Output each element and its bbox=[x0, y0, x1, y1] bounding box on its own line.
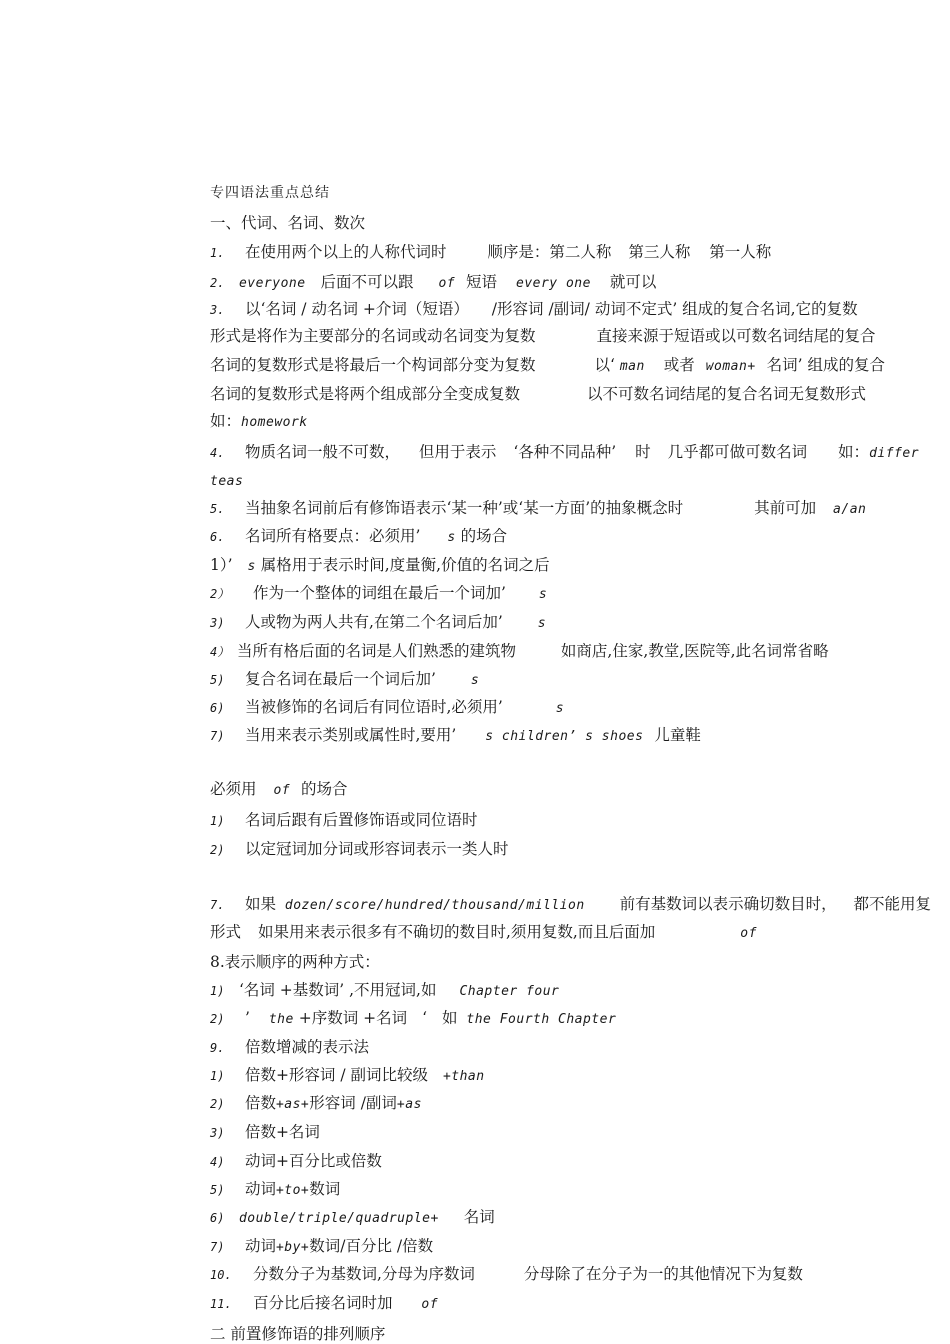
list-item: 5) 动词+to+数词 bbox=[210, 1180, 341, 1198]
list-item: 4. 物质名词一般不可数， 但用于表示 ‘各种不同品种’ 时 几乎都可做可数名词 如：differ bbox=[210, 443, 920, 461]
list-item: 6) double/triple/quadruple+ 名词 bbox=[210, 1208, 495, 1226]
list-item: 9. 倍数增减的表示法 bbox=[210, 1038, 369, 1056]
subheading: 必须用 of 的场合 bbox=[210, 780, 348, 798]
text-line: 名词的复数形式是将最后一个构词部分变为复数 以‘ man 或者 woman+ 名词’ 组成的复合 bbox=[210, 356, 885, 374]
list-item: 1) 名词后跟有后置修饰语或同位语时 bbox=[210, 811, 478, 829]
list-item: 6. 名词所有格要点：必须用’ s 的场合 bbox=[210, 527, 508, 545]
list-item: 2） 作为一个整体的词组在最后一个词加’ s bbox=[210, 584, 548, 602]
text-line: 形式是将作为主要部分的名词或动名词变为复数 直接来源于短语或以可数名词结尾的复合 bbox=[210, 327, 876, 345]
list-item: 1. 在使用两个以上的人称代词时 顺序是：第二人称 第三人称 第一人称 bbox=[210, 243, 772, 261]
list-item: 1) 倍数+形容词 / 副词比较级 +than bbox=[210, 1066, 485, 1084]
subheading: 8.表示顺序的两种方式： bbox=[210, 953, 380, 971]
list-item: 2) 以定冠词加分词或形容词表示一类人时 bbox=[210, 840, 509, 858]
list-item: 7) 当用来表示类别或属性时,要用’ s children’ s shoes 儿童鞋 bbox=[210, 726, 701, 744]
list-item: 7) 动词+by+数词/百分比 /倍数 bbox=[210, 1237, 434, 1255]
list-item: 2. everyone 后面不可以跟 of 短语 every one 就可以 bbox=[210, 273, 657, 291]
list-item: 10. 分数分子为基数词,分母为序数词 分母除了在分子为一的其他情况下为复数 bbox=[210, 1265, 803, 1283]
text-line: 名词的复数形式是将两个组成部分全变成复数 以不可数名词结尾的复合名词无复数形式 bbox=[210, 385, 866, 403]
list-item: 6) 当被修饰的名词后有同位语时,必须用’ s bbox=[210, 698, 565, 716]
text-line: teas bbox=[210, 474, 244, 489]
text-line: 形式 如果用来表示很多有不确切的数目时,须用复数,而且后面加 of bbox=[210, 923, 757, 941]
list-item: 7. 如果 dozen/score/hundred/thousand/million 前有基数词以表示确切数目时， 都不能用复 bbox=[210, 895, 932, 913]
list-item: 3. 以‘名词 / 动名词 +介词（短语） /形容词 /副词/ 动词不定式’ 组成的复合名词,它的复数 bbox=[210, 300, 858, 318]
list-item: 3) 倍数+名词 bbox=[210, 1123, 320, 1141]
item-number: 1. bbox=[210, 246, 225, 260]
doc-title: 专四语法重点总结 bbox=[210, 185, 330, 201]
list-item: 5) 复合名词在最后一个词后加’ s bbox=[210, 670, 480, 688]
section-heading: 二 前置修饰语的排列顺序 bbox=[210, 1325, 386, 1343]
section-heading: 一、代词、名词、数次 bbox=[210, 214, 366, 232]
list-item: 2) 倍数+as+形容词 /副词+as bbox=[210, 1094, 422, 1112]
text-line: 如：homework bbox=[210, 412, 308, 430]
list-item: 4） 当所有格后面的名词是人们熟悉的建筑物 如商店,住家,教堂,医院等,此名词常省略 bbox=[210, 642, 829, 660]
list-item: 5. 当抽象名词前后有修饰语表示‘某一种’或‘某一方面’的抽象概念时 其前可加 a/an bbox=[210, 499, 867, 517]
list-item: 2) ’ the +序数词 +名词 ‘ 如 the Fourth Chapter bbox=[210, 1009, 617, 1027]
list-item: 3) 人或物为两人共有,在第二个名词后加’ s bbox=[210, 613, 547, 631]
list-item: 11. 百分比后接名词时加 of bbox=[210, 1294, 439, 1312]
list-item: 4) 动词+百分比或倍数 bbox=[210, 1152, 382, 1170]
list-item: 1) ‘名词 +基数词’ ,不用冠词,如 Chapter four bbox=[210, 981, 560, 999]
list-item: 1）’ s 属格用于表示时间,度量衡,价值的名词之后 bbox=[210, 556, 550, 574]
